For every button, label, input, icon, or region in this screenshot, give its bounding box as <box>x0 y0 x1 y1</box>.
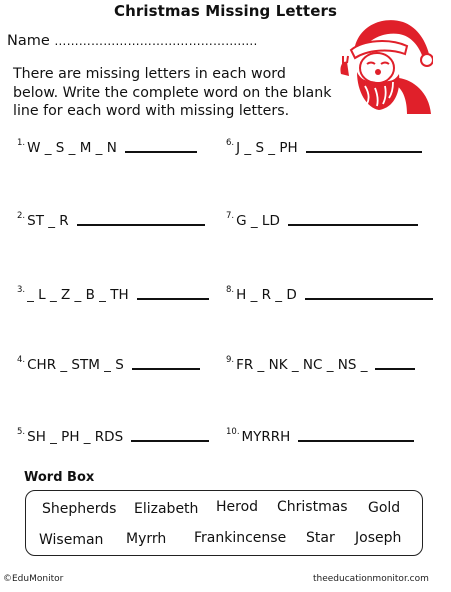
answer-line[interactable] <box>137 297 209 300</box>
instructions: There are missing letters in each word below. Write the complete word on the blank line for each word with missing letters. <box>13 66 332 119</box>
scrambled-word: FR _ NK _ NC _ NS _ <box>236 357 368 373</box>
name-blank: ………………………………………..... <box>54 34 258 48</box>
word-box-word: Myrrh <box>126 531 167 547</box>
answer-line[interactable] <box>131 439 209 442</box>
answer-line[interactable] <box>132 367 200 370</box>
word-item-2 <box>17 213 205 229</box>
item-number: 3. <box>17 285 26 295</box>
word-box-word: Herod <box>216 499 259 515</box>
scrambled-word: SH _ PH _ RDS <box>27 429 124 445</box>
word-box-word: Shepherds <box>42 501 117 517</box>
word-item-4 <box>17 357 200 373</box>
answer-line[interactable] <box>125 150 197 153</box>
scrambled-word: ST _ R <box>27 213 69 229</box>
word-box-word: Frankincense <box>194 530 287 546</box>
word-box <box>25 490 423 556</box>
answer-line[interactable] <box>288 223 418 226</box>
word-item-1 <box>17 140 197 156</box>
item-number: 10. <box>226 427 240 437</box>
item-number: 7. <box>226 211 235 221</box>
word-box-label: Word Box <box>24 470 95 485</box>
scrambled-word: CHR _ STM _ S <box>27 357 124 373</box>
answer-line[interactable] <box>298 439 414 442</box>
santa-illustration <box>333 14 433 114</box>
website-footer: theeducationmonitor.com <box>313 574 429 584</box>
name-label: Name <box>7 33 50 49</box>
item-number: 6. <box>226 138 235 148</box>
item-number: 9. <box>226 355 235 365</box>
item-number: 1. <box>17 138 26 148</box>
answer-line[interactable] <box>375 367 415 370</box>
item-number: 4. <box>17 355 26 365</box>
word-item-7 <box>226 213 418 229</box>
item-number: 5. <box>17 427 26 437</box>
scrambled-word: H _ R _ D <box>236 287 297 303</box>
scrambled-word: W _ S _ M _ N <box>27 140 117 156</box>
word-box-word: Joseph <box>355 530 402 546</box>
worksheet-title: Christmas Missing Letters <box>113 2 337 20</box>
scrambled-word: J _ S _ PH <box>236 140 298 156</box>
answer-line[interactable] <box>306 150 422 153</box>
item-number: 8. <box>226 285 235 295</box>
word-item-3 <box>17 287 209 303</box>
word-item-5 <box>17 429 209 445</box>
answer-line[interactable] <box>305 297 433 300</box>
answer-line[interactable] <box>77 223 205 226</box>
word-box-word: Elizabeth <box>134 501 199 517</box>
word-item-9 <box>226 357 415 373</box>
scrambled-word: MYRRH <box>241 429 291 445</box>
scrambled-word: G _ LD <box>236 213 280 229</box>
copyright-footer: ©EduMonitor <box>3 574 64 584</box>
word-item-6 <box>226 140 422 156</box>
word-box-word: Wiseman <box>39 532 104 548</box>
word-box-word: Christmas <box>277 499 348 515</box>
scrambled-word: _ L _ Z _ B _ TH <box>27 287 129 303</box>
word-box-word: Star <box>306 530 335 546</box>
word-box-word: Gold <box>368 500 401 516</box>
item-number: 2. <box>17 211 26 221</box>
word-item-10 <box>226 429 414 445</box>
word-item-8 <box>226 287 433 303</box>
name-row <box>7 33 257 49</box>
